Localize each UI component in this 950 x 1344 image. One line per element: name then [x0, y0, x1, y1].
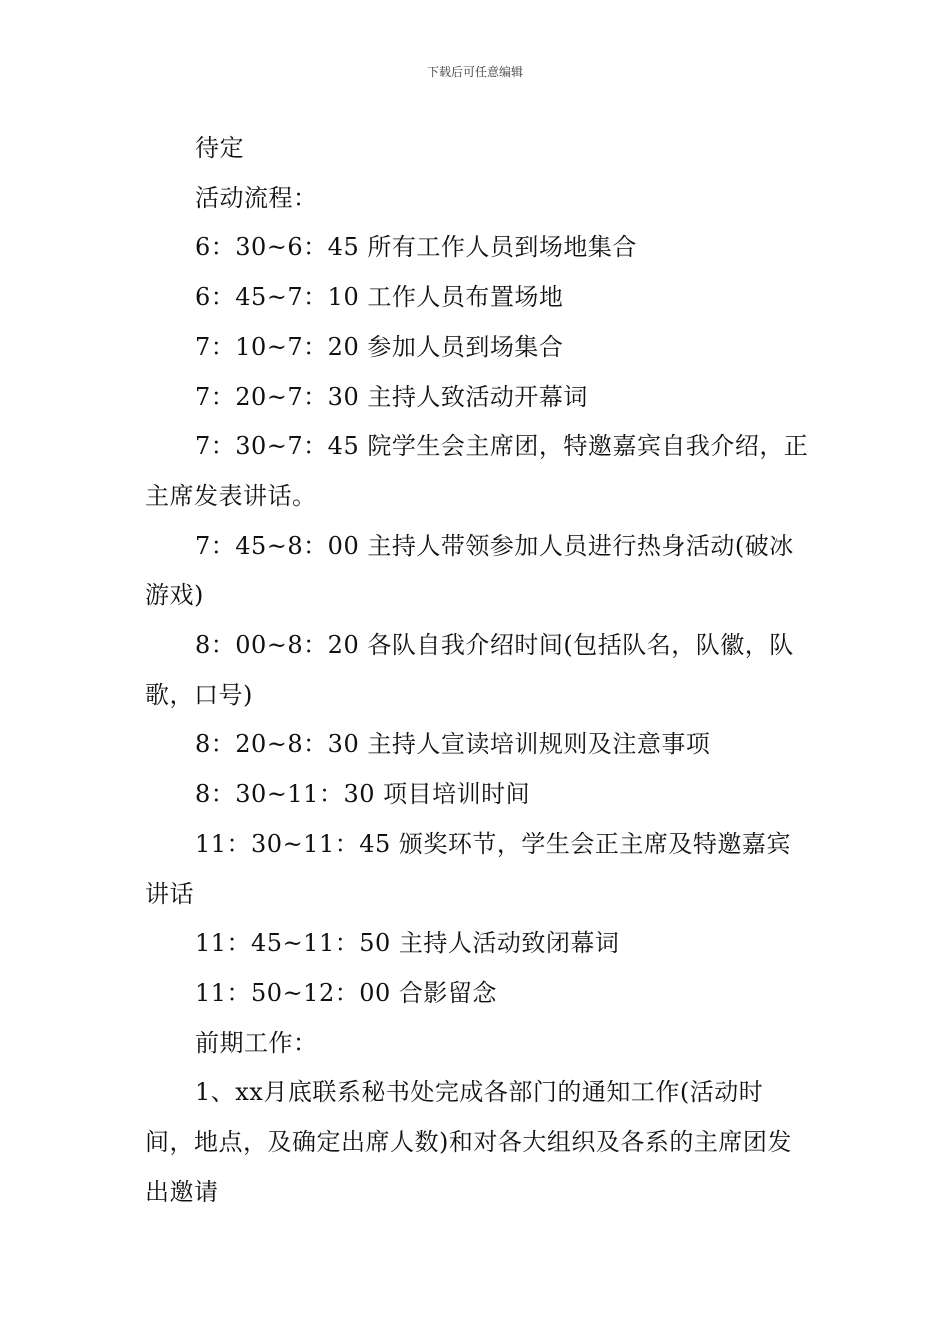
schedule-item: 11：45~11：50 主持人活动致闭幕词	[195, 929, 620, 958]
schedule-item: 6：30~6：45 所有工作人员到场地集合	[195, 233, 637, 262]
schedule-item: 11：50~12：00 合影留念	[195, 978, 497, 1007]
paragraph-pending: 待定	[195, 134, 244, 162]
page-header: 下载后可任意编辑	[426, 65, 523, 79]
schedule-item: 7：30~7：45 院学生会主席团，特邀嘉宾自我介绍，正主席发表讲话。	[145, 432, 809, 510]
preparation-item: 1、xx月底联系秘书处完成各部门的通知工作(活动时间，地点，及确定出席人数)和对各大组织及各系的主席团发出邀请	[145, 1078, 792, 1206]
schedule-item: 8：00~8：20 各队自我介绍时间(包括队名，队徽，队歌，口号)	[145, 631, 794, 709]
schedule-item: 7：45~8：00 主持人带领参加人员进行热身活动(破冰游戏)	[145, 531, 794, 610]
schedule-item: 7：20~7：30 主持人致活动开幕词	[195, 382, 588, 411]
paragraph-schedule-heading: 活动流程：	[195, 183, 318, 212]
schedule-item: 7：10~7：20 参加人员到场集合	[195, 332, 564, 361]
schedule-item: 8：30~11：30 项目培训时间	[195, 780, 531, 809]
paragraph-preparation-heading: 前期工作：	[195, 1028, 318, 1057]
schedule-item: 6：45~7：10 工作人员布置场地	[195, 283, 564, 312]
schedule-item: 8：20~8：30 主持人宣读培训规则及注意事项	[195, 730, 711, 759]
schedule-item: 11：30~11：45 颁奖环节，学生会正主席及特邀嘉宾讲话	[145, 829, 791, 908]
document-body	[145, 124, 810, 1217]
